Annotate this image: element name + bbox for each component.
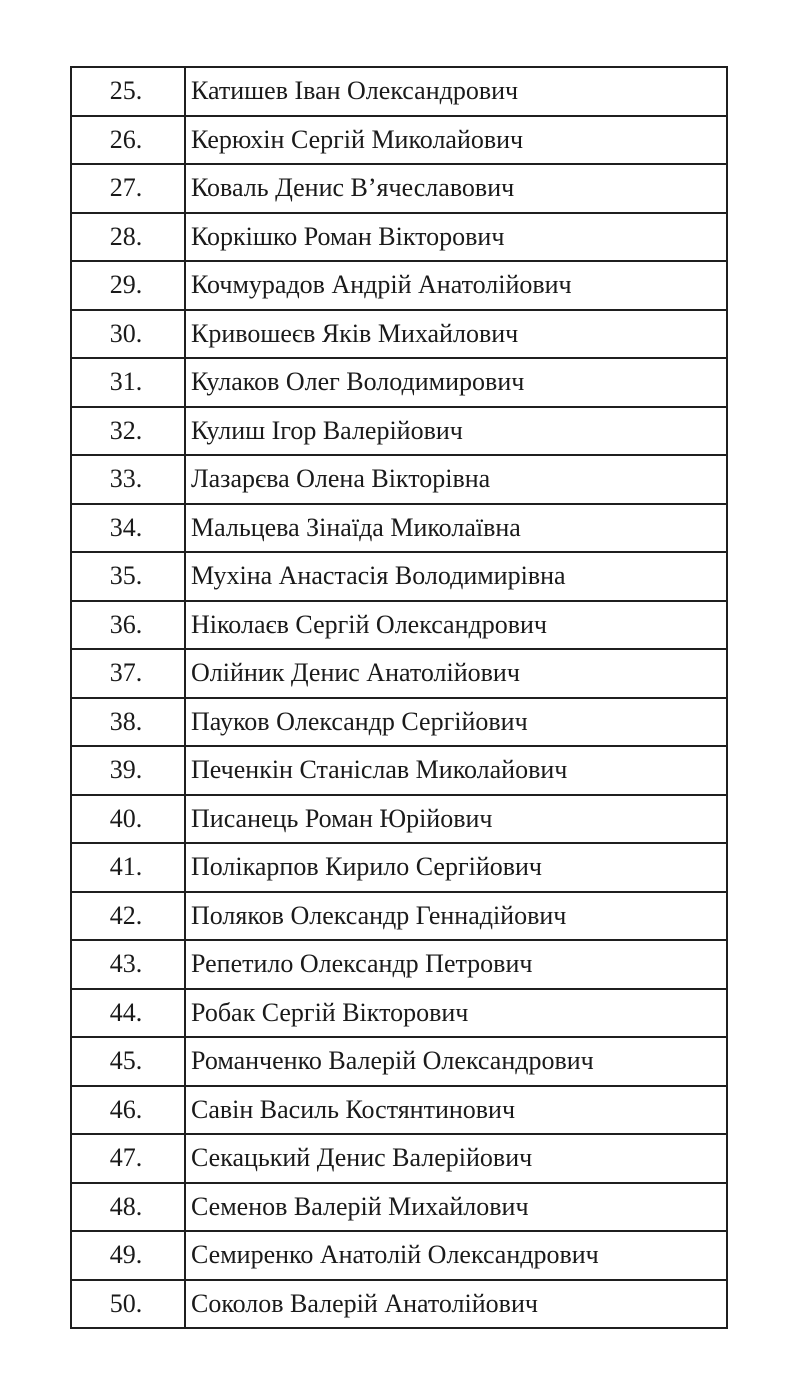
- table-row: [71, 407, 727, 456]
- person-name-cell: Мальцева Зінаїда Миколаївна: [185, 504, 727, 553]
- row-number-cell: 40.: [71, 795, 185, 844]
- row-number-cell: 39.: [71, 746, 185, 795]
- row-number-cell: 33.: [71, 455, 185, 504]
- table-row: [71, 649, 727, 698]
- table-row: [71, 504, 727, 553]
- person-name-cell: Семенов Валерій Михайлович: [185, 1183, 727, 1232]
- row-number-cell: 45.: [71, 1037, 185, 1086]
- person-name-cell: Полікарпов Кирило Сергійович: [185, 843, 727, 892]
- row-number-cell: 43.: [71, 940, 185, 989]
- table-row: [71, 552, 727, 601]
- table-row: [71, 1280, 727, 1329]
- person-name-cell: Поляков Олександр Геннадійович: [185, 892, 727, 941]
- table-row: [71, 1183, 727, 1232]
- person-name-cell: Катишев Іван Олександрович: [185, 67, 727, 116]
- table-row: [71, 940, 727, 989]
- person-name-cell: Секацький Денис Валерійович: [185, 1134, 727, 1183]
- row-number-cell: 37.: [71, 649, 185, 698]
- person-name-cell: Писанець Роман Юрійович: [185, 795, 727, 844]
- table-row: [71, 843, 727, 892]
- table-row: [71, 455, 727, 504]
- table-row: [71, 989, 727, 1038]
- person-name-cell: Коваль Денис В’ячеславович: [185, 164, 727, 213]
- row-number-cell: 32.: [71, 407, 185, 456]
- row-number-cell: 50.: [71, 1280, 185, 1329]
- row-number-cell: 30.: [71, 310, 185, 359]
- row-number-cell: 27.: [71, 164, 185, 213]
- person-name-cell: Печенкін Станіслав Миколайович: [185, 746, 727, 795]
- row-number-cell: 48.: [71, 1183, 185, 1232]
- row-number-cell: 34.: [71, 504, 185, 553]
- row-number-cell: 35.: [71, 552, 185, 601]
- table-row: [71, 746, 727, 795]
- table-row: [71, 1134, 727, 1183]
- person-name-cell: Кулаков Олег Володимирович: [185, 358, 727, 407]
- person-name-cell: Олійник Денис Анатолійович: [185, 649, 727, 698]
- table-row: [71, 1231, 727, 1280]
- row-number-cell: 28.: [71, 213, 185, 262]
- row-number-cell: 46.: [71, 1086, 185, 1135]
- person-name-cell: Коркішко Роман Вікторович: [185, 213, 727, 262]
- table-row: [71, 213, 727, 262]
- table-row: [71, 698, 727, 747]
- row-number-cell: 26.: [71, 116, 185, 165]
- person-name-cell: Савін Василь Костянтинович: [185, 1086, 727, 1135]
- names-table: [70, 66, 728, 1329]
- person-name-cell: Соколов Валерій Анатолійович: [185, 1280, 727, 1329]
- person-name-cell: Робак Сергій Вікторович: [185, 989, 727, 1038]
- table-row: [71, 892, 727, 941]
- person-name-cell: Лазарєва Олена Вікторівна: [185, 455, 727, 504]
- person-name-cell: Керюхін Сергій Миколайович: [185, 116, 727, 165]
- person-name-cell: Семиренко Анатолій Олександрович: [185, 1231, 727, 1280]
- person-name-cell: Мухіна Анастасія Володимирівна: [185, 552, 727, 601]
- table-row: [71, 164, 727, 213]
- person-name-cell: Репетило Олександр Петрович: [185, 940, 727, 989]
- table-row: [71, 795, 727, 844]
- person-name-cell: Кочмурадов Андрій Анатолійович: [185, 261, 727, 310]
- person-name-cell: Пауков Олександр Сергійович: [185, 698, 727, 747]
- table-row: [71, 601, 727, 650]
- table-row: [71, 310, 727, 359]
- names-table-body: [71, 67, 727, 1328]
- table-row: [71, 1037, 727, 1086]
- row-number-cell: 25.: [71, 67, 185, 116]
- table-row: [71, 358, 727, 407]
- row-number-cell: 44.: [71, 989, 185, 1038]
- table-row: [71, 1086, 727, 1135]
- table-row: [71, 116, 727, 165]
- person-name-cell: Кулиш Ігор Валерійович: [185, 407, 727, 456]
- row-number-cell: 41.: [71, 843, 185, 892]
- table-row: [71, 261, 727, 310]
- row-number-cell: 36.: [71, 601, 185, 650]
- person-name-cell: Кривошеєв Яків Михайлович: [185, 310, 727, 359]
- row-number-cell: 38.: [71, 698, 185, 747]
- person-name-cell: Ніколаєв Сергій Олександрович: [185, 601, 727, 650]
- row-number-cell: 49.: [71, 1231, 185, 1280]
- row-number-cell: 29.: [71, 261, 185, 310]
- table-row: [71, 67, 727, 116]
- row-number-cell: 42.: [71, 892, 185, 941]
- person-name-cell: Романченко Валерій Олександрович: [185, 1037, 727, 1086]
- row-number-cell: 47.: [71, 1134, 185, 1183]
- row-number-cell: 31.: [71, 358, 185, 407]
